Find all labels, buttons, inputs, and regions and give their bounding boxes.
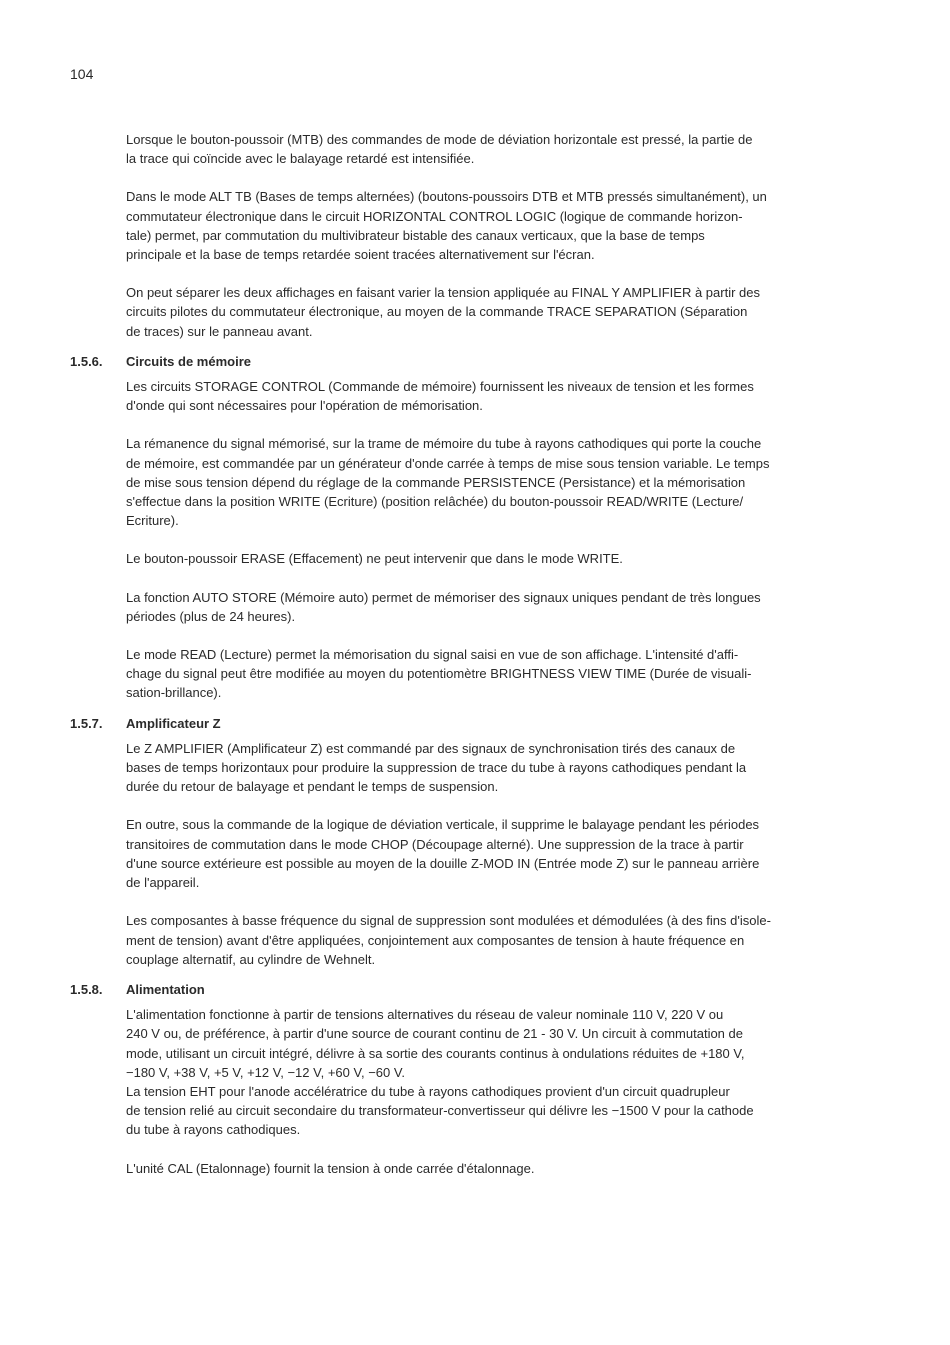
paragraph: L'unité CAL (Etalonnage) fournit la tension à onde carrée d'étalonnage.: [126, 1160, 535, 1176]
section-number: 1.5.6.: [70, 353, 103, 369]
paragraph: La rémanence du signal mémorisé, sur la trame de mémoire du tube à rayons cathodiques qui porte la couche de mémoire, est commandée par un générateur d'onde carrée à temps de mise sous tension variable. Le temps de mise sous tension dépend du réglage de la commande PERSISTENCE (Persistance) et la mémorisation s'effectue dans la position WRITE (Ecriture) (position relâchée) du bouton-poussoir READ/WRITE (Lecture/ Ecriture).: [126, 436, 770, 529]
section-number: 1.5.7.: [70, 715, 103, 731]
section-number: 1.5.8.: [70, 981, 103, 997]
section-title: Alimentation: [126, 981, 205, 997]
section-z-amplifier: [70, 714, 846, 969]
paragraph: Les composantes à basse fréquence du signal de suppression sont modulées et démodulées (à des fins d'isole- ment de tension) avant d'être appliquées, conjointement aux composantes de tension à haute fréquence en couplage alternatif, au cylindre de Wehnelt.: [126, 913, 771, 967]
section-storage: [70, 352, 846, 703]
paragraph: L'alimentation fonctionne à partir de tensions alternatives du réseau de valeur nominale 110 V, 220 V ou 240 V ou, de préférence, à partir d'une source de courant continu de 21 - 30 V. Un circuit à commutation de mode, utilisant un circuit intégré, délivre à sa sortie des courants continus à ondulations réduites de +180 V, −180 V, +38 V, +5 V, +12 V, −12 V, +60 V, −60 V. La tension EHT pour l'anode accélératrice du tube à rayons cathodiques provient d'un circuit quadrupleur de tension relié au circuit secondaire du transformateur-convertisseur qui délivre les −1500 V pour la cathode du tube à rayons cathodiques.: [126, 1007, 754, 1138]
paragraph: Le mode READ (Lecture) permet la mémorisation du signal saisi en vue de son affichage. L'intensité d'affi- chage du signal peut être modifiée au moyen du potentiomètre BRIGHTNESS VIEW TIME (Durée de visuali- sation-brillance).: [126, 647, 752, 701]
paragraph: Dans le mode ALT TB (Bases de temps alternées) (boutons-poussoirs DTB et MTB pressés simultanément), un commutateur électronique dans le circuit HORIZONTAL CONTROL LOGIC (logique de commande horizon- tale) permet, par commutation du multivibrateur bistable des canaux verticaux, que la base de temps principale et la base de temps retardée soient tracées alternativement sur l'écran.: [126, 189, 767, 263]
document-body: [70, 130, 846, 1197]
section-power-supply: [70, 980, 846, 1178]
paragraph: On peut séparer les deux affichages en faisant varier la tension appliquée au FINAL Y AMPLIFIER à partir des circuits pilotes du commutateur électronique, au moyen de la commande TRACE SEPARATION (Séparation de traces) sur le panneau avant.: [126, 285, 760, 339]
paragraph: Le bouton-poussoir ERASE (Effacement) ne peut intervenir que dans le mode WRITE.: [126, 551, 623, 567]
page-number: 104: [70, 66, 94, 82]
section-title: Amplificateur Z: [126, 715, 221, 731]
paragraph: Les circuits STORAGE CONTROL (Commande de mémoire) fournissent les niveaux de tension et les formes d'onde qui sont nécessaires pour l'opération de mémorisation.: [126, 379, 754, 414]
section-title: Circuits de mémoire: [126, 353, 251, 369]
paragraph: La fonction AUTO STORE (Mémoire auto) permet de mémoriser des signaux uniques pendant de très longues périodes (plus de 24 heures).: [126, 589, 761, 624]
paragraph: En outre, sous la commande de la logique de déviation verticale, il supprime le balayage pendant les périodes transitoires de commutation dans le mode CHOP (Découpage alterné). Une suppression de la trace à partir d'une source extérieure est possible au moyen de la douille Z-MOD IN (Entrée mode Z) sur le panneau arrière de l'appareil.: [126, 817, 760, 891]
paragraph: Lorsque le bouton-poussoir (MTB) des commandes de mode de déviation horizontale est pressé, la partie de la trace qui coïncide avec le balayage retardé est intensifiée.: [126, 132, 753, 167]
paragraph: Le Z AMPLIFIER (Amplificateur Z) est commandé par des signaux de synchronisation tirés des canaux de bases de temps horizontaux pour produire la suppression de trace du tube à rayons cathodiques pendant la durée du retour de balayage et pendant le temps de suspension.: [126, 740, 747, 795]
